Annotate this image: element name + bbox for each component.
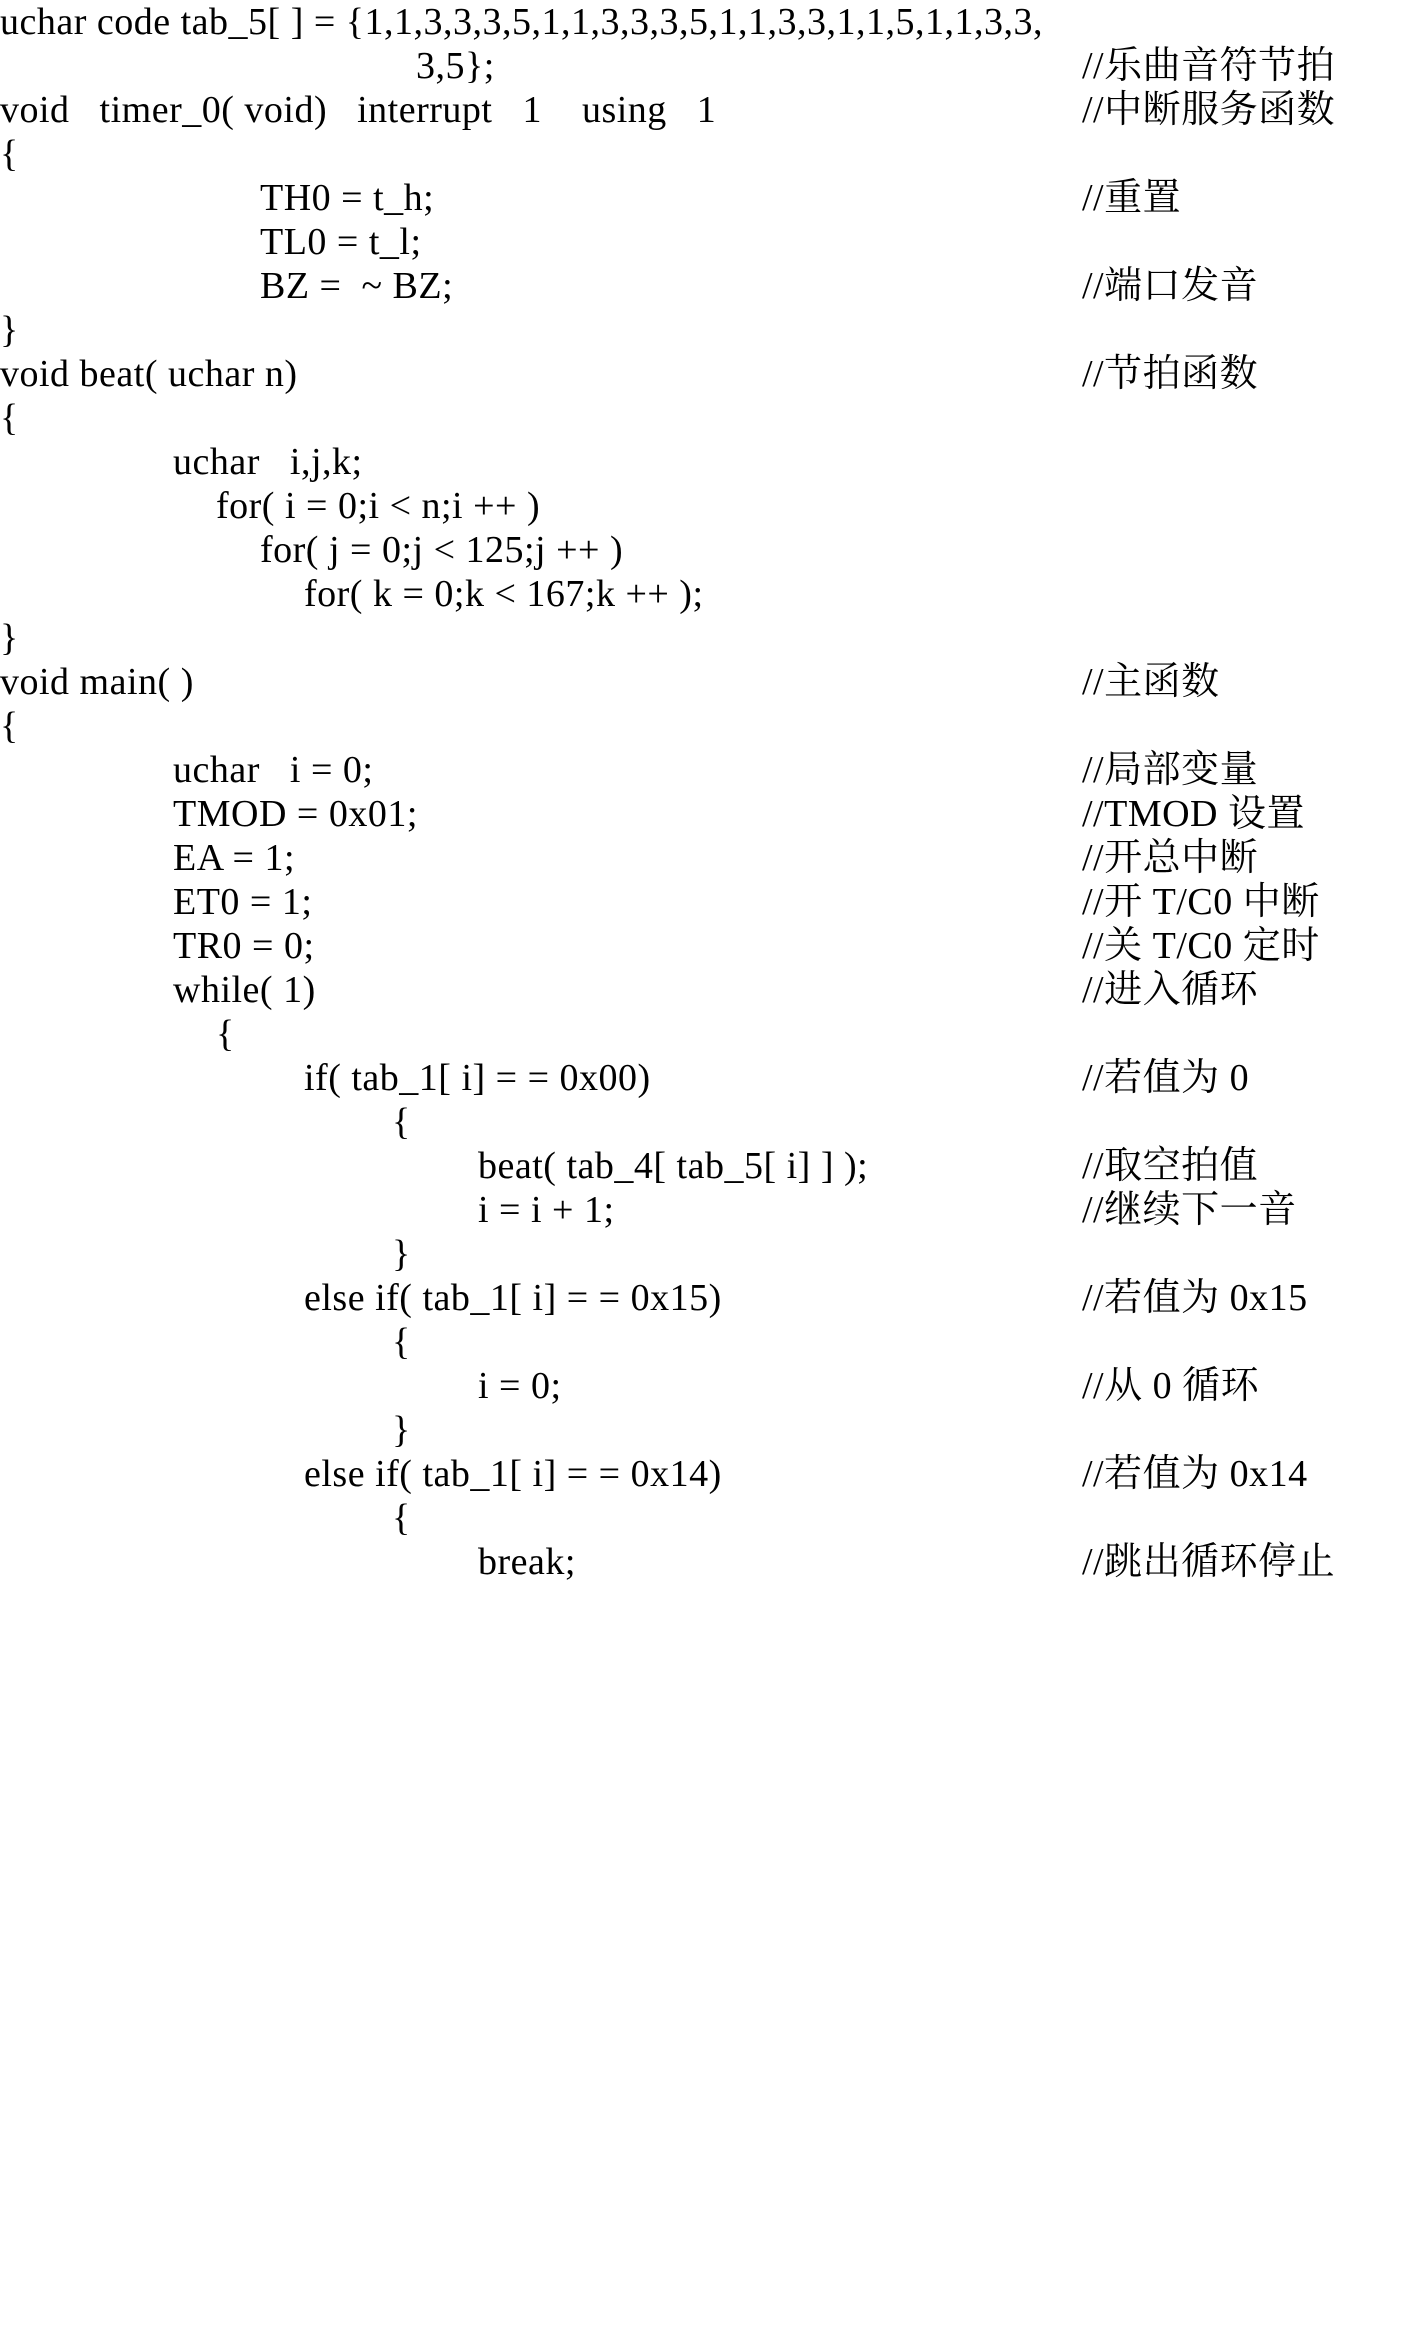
code-text: { — [392, 1101, 411, 1143]
code-comment: //进入循环 — [1082, 969, 1259, 1011]
code-text: for( i = 0;i < n;i ++ ) — [216, 485, 541, 527]
code-text: else if( tab_1[ i] = = 0x15) — [304, 1277, 722, 1319]
code-comment: //开总中断 — [1082, 837, 1259, 879]
code-comment: //从 0 循环 — [1082, 1365, 1260, 1407]
code-comment: //关 T/C0 定时 — [1082, 925, 1320, 967]
code-comment: //主函数 — [1082, 661, 1220, 703]
code-comment: //跳出循环停止 — [1082, 1541, 1336, 1583]
code-text: else if( tab_1[ i] = = 0x14) — [304, 1453, 722, 1495]
code-text: } — [392, 1409, 411, 1451]
code-comment: //若值为 0 — [1082, 1057, 1250, 1099]
code-text: break; — [478, 1541, 576, 1583]
code-text: void timer_0( void) interrupt 1 using 1 — [0, 89, 717, 131]
code-text: if( tab_1[ i] = = 0x00) — [304, 1057, 651, 1099]
code-comment: //局部变量 — [1082, 749, 1259, 791]
code-text: EA = 1; — [173, 837, 296, 879]
code-text: for( j = 0;j < 125;j ++ ) — [260, 529, 624, 571]
code-comment: //若值为 0x14 — [1082, 1453, 1308, 1495]
code-comment: //中断服务函数 — [1082, 89, 1336, 131]
code-text: { — [392, 1321, 411, 1363]
code-text: beat( tab_4[ tab_5[ i] ] ); — [478, 1145, 869, 1187]
code-text: uchar i = 0; — [173, 749, 374, 791]
code-text: void beat( uchar n) — [0, 353, 298, 395]
code-comment: //若值为 0x15 — [1082, 1277, 1308, 1319]
code-text: { — [0, 397, 19, 439]
code-text: TMOD = 0x01; — [173, 793, 418, 835]
code-text: TR0 = 0; — [173, 925, 315, 967]
code-text: { — [0, 133, 19, 175]
code-text: TL0 = t_l; — [260, 221, 422, 263]
code-text: BZ = ~ BZ; — [260, 265, 454, 307]
code-text: ET0 = 1; — [173, 881, 313, 923]
code-text: uchar code tab_5[ ] = {1,1,3,3,3,5,1,1,3,3,3,5,1,1,3,3,1,1,5,1,1,3,3, — [0, 1, 1044, 43]
code-comment: //开 T/C0 中断 — [1082, 881, 1320, 923]
code-text: } — [0, 309, 19, 351]
code-text: i = 0; — [478, 1365, 562, 1407]
code-comment: //乐曲音符节拍 — [1082, 45, 1336, 87]
code-text: uchar i,j,k; — [173, 441, 363, 483]
code-text: { — [216, 1013, 235, 1055]
code-text: i = i + 1; — [478, 1189, 615, 1231]
code-text: } — [392, 1233, 411, 1275]
code-text: void main( ) — [0, 661, 194, 703]
code-text: while( 1) — [173, 969, 316, 1011]
code-comment: //TMOD 设置 — [1082, 793, 1306, 835]
code-comment: //继续下一音 — [1082, 1189, 1297, 1231]
code-comment: //节拍函数 — [1082, 353, 1259, 395]
code-text: } — [0, 617, 19, 659]
code-text: { — [392, 1497, 411, 1539]
code-line — [0, 1540, 1409, 1606]
code-text: TH0 = t_h; — [260, 177, 435, 219]
code-text: { — [0, 705, 19, 747]
code-comment: //取空拍值 — [1082, 1145, 1259, 1187]
code-text: 3,5}; — [416, 45, 495, 87]
code-comment: //端口发音 — [1082, 265, 1259, 307]
code-comment: //重置 — [1082, 177, 1182, 219]
code-text: for( k = 0;k < 167;k ++ ); — [304, 573, 704, 615]
